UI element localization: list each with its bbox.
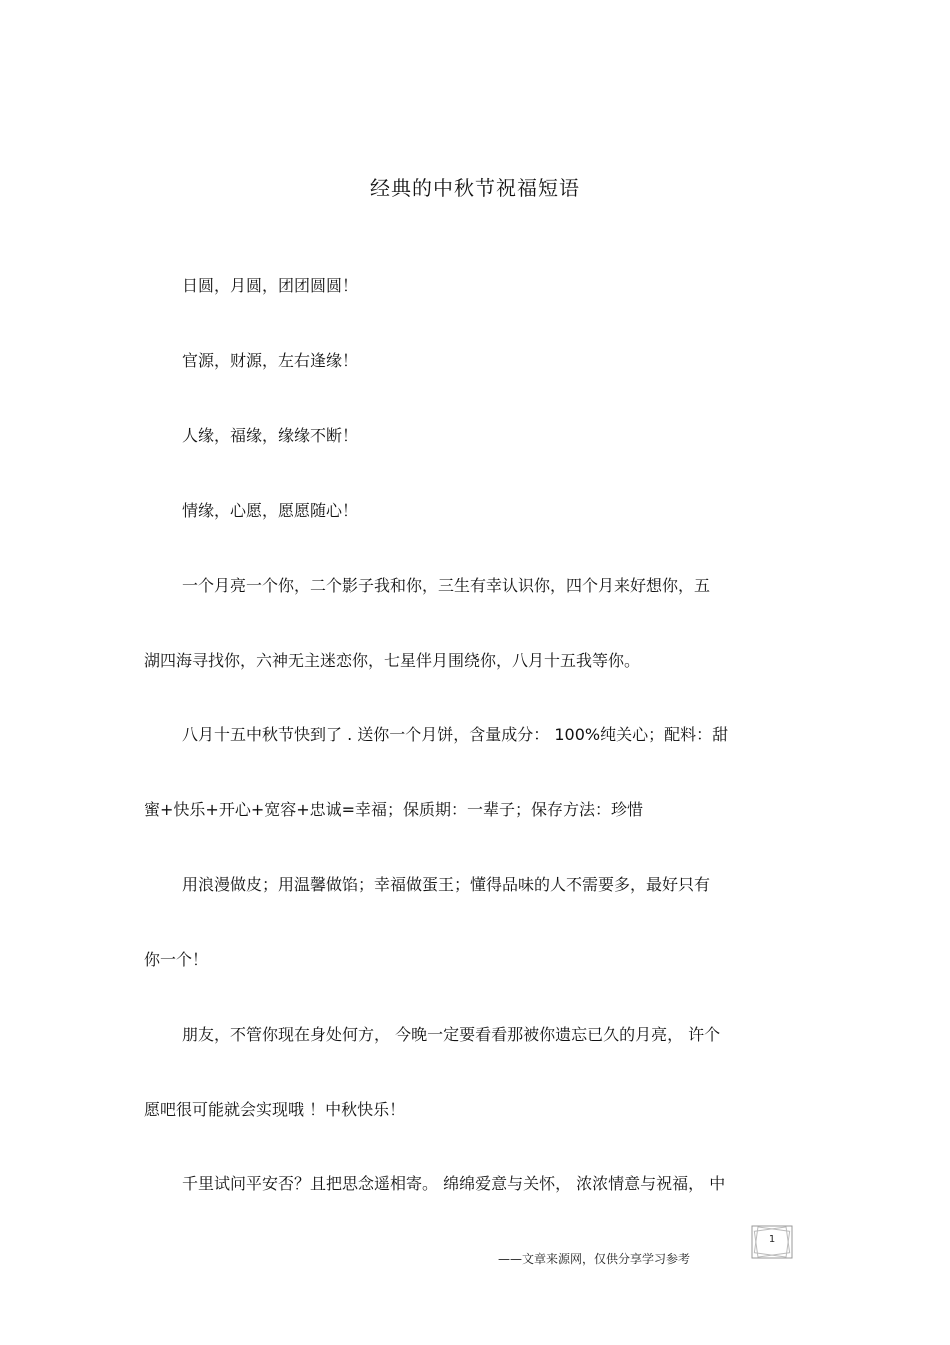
text-line: 官源，财源，左右逢缘！	[182, 351, 359, 370]
text-line: 蜜+快乐+开心+宽容+忠诚=幸福；保质期：一辈子；保存方法：珍惜	[144, 800, 644, 819]
source-note: ——文章来源网，仅供分享学习参考	[498, 1252, 691, 1266]
text-line: 千里试问平安否？且把思念遥相寄。 绵绵爱意与关怀， 浓浓情意与祝福， 中	[182, 1174, 726, 1193]
text-line: 八月十五中秋节快到了 . 送你一个月饼，含量成分： 100%纯关心；配料：甜	[182, 725, 729, 744]
text-line: 用浪漫做皮；用温馨做馅；幸福做蛋王；懂得品味的人不需要多，最好只有	[182, 875, 711, 894]
document-title: 经典的中秋节祝福短语	[370, 176, 580, 200]
text-line: 愿吧很可能就会实现哦 ！中秋快乐！	[144, 1100, 406, 1119]
text-line: 一个月亮一个你，二个影子我和你，三生有幸认识你，四个月来好想你，五	[182, 576, 711, 595]
text-line: 情缘，心愿，愿愿随心！	[182, 501, 359, 520]
text-line: 你一个！	[144, 950, 209, 969]
text-line: 湖四海寻找你，六神无主迷恋你，七星伴月围绕你，八月十五我等你。	[144, 651, 641, 670]
text-line: 朋友，不管你现在身处何方， 今晚一定要看看那被你遗忘已久的月亮， 许个	[182, 1025, 721, 1044]
text-line: 日圆，月圆，团团圆圆！	[182, 276, 359, 295]
page-number-badge	[748, 1222, 796, 1262]
text-line: 人缘，福缘，缘缘不断！	[182, 426, 359, 445]
page-number: 1	[768, 1234, 776, 1245]
